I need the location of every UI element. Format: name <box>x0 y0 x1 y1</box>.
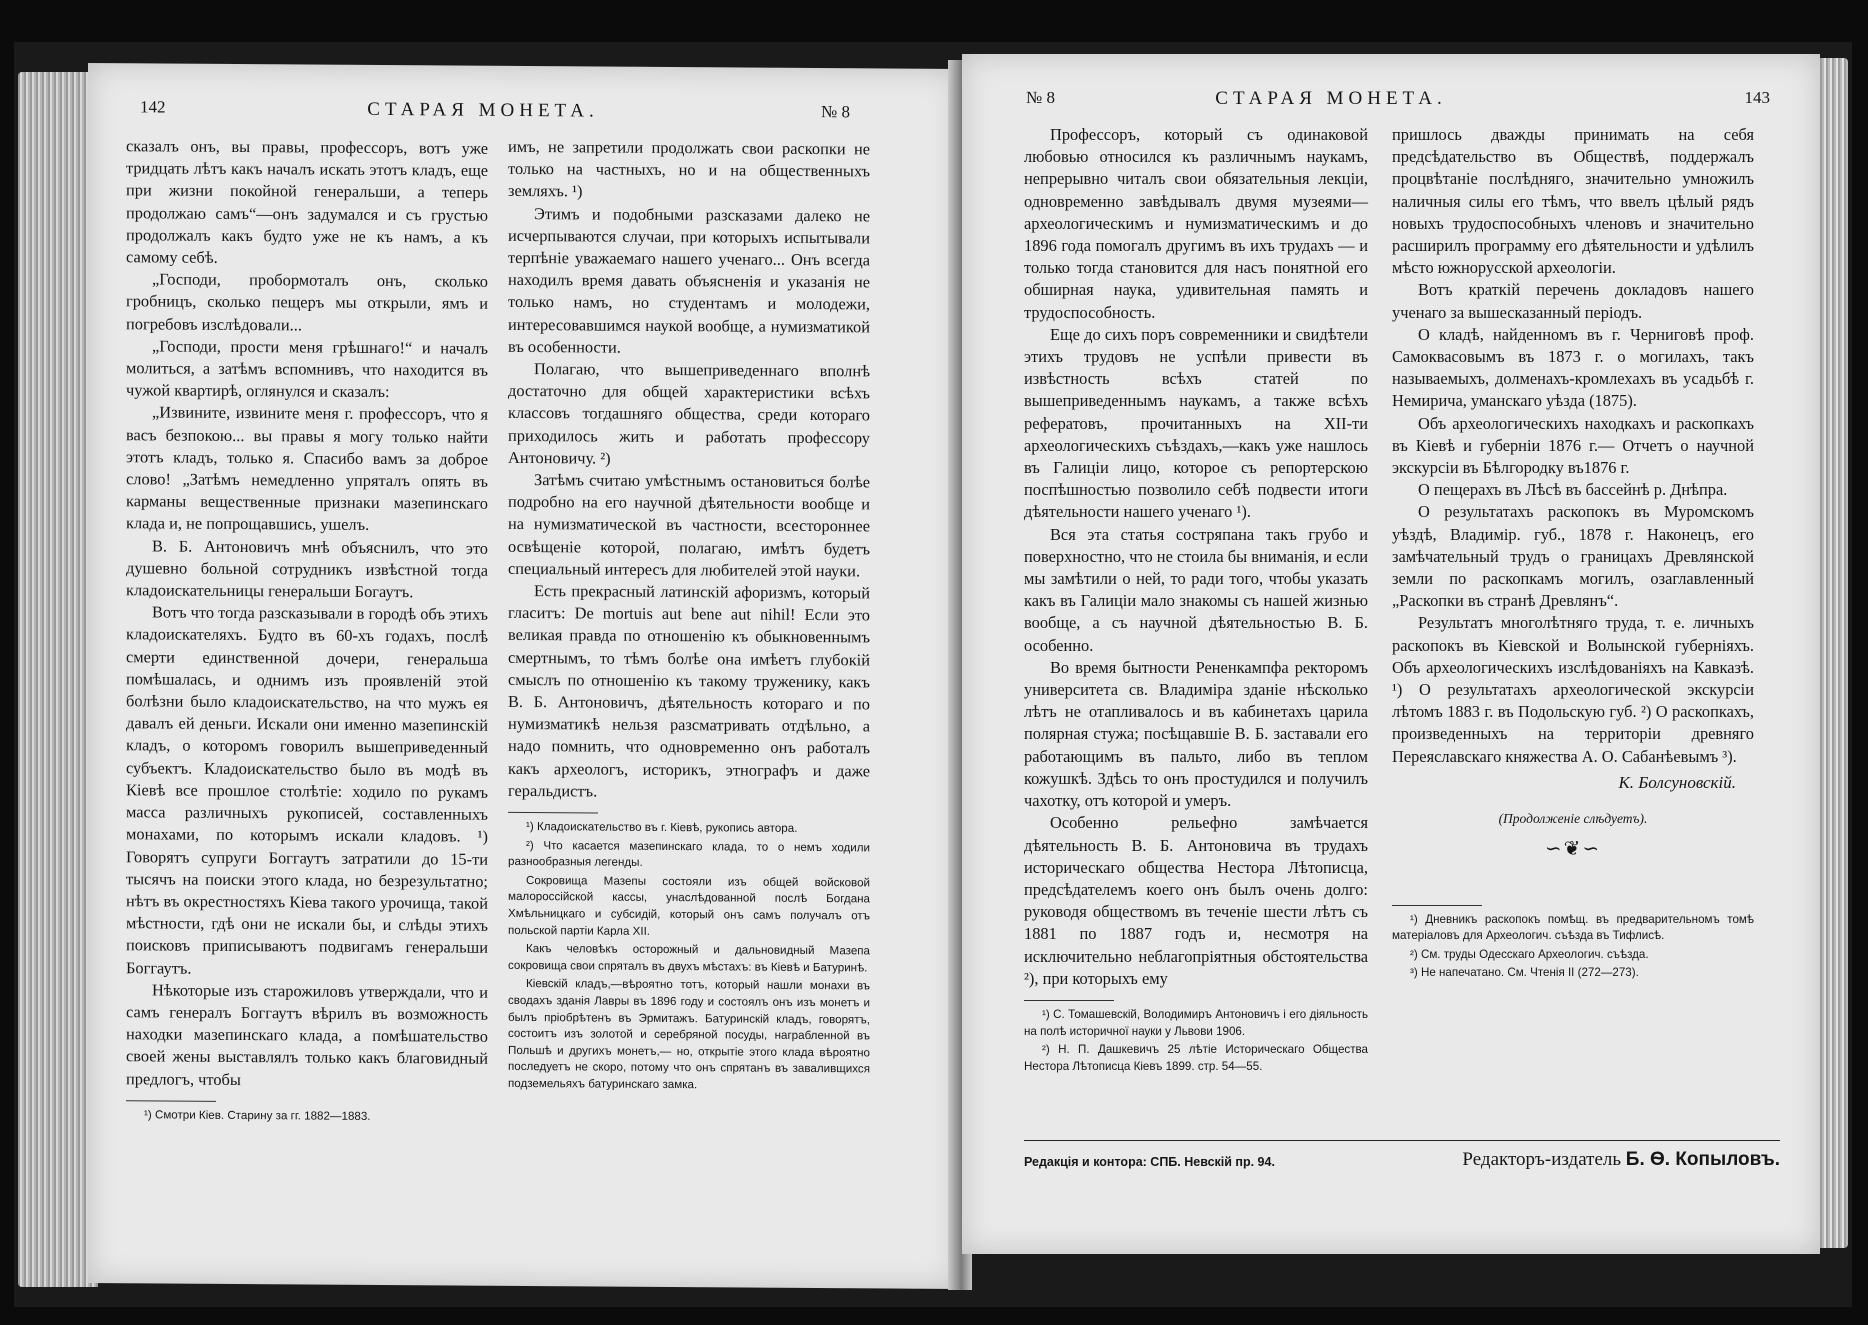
paragraph: Этимъ и подобными разсказами далеко не исчерпываются случаи, при которыхъ испытывали терпѣніе уважаемаго нашего ученаго... Онъ всегда находилъ время давать объясненія и указанія не только намъ, но студентамъ и молодежи, интересовавшимся наукой вообще, а нумизматикой въ особенности. <box>508 203 870 357</box>
paragraph: сказалъ онъ, вы правы, профессоръ, вотъ уже тридцать лѣтъ какъ началъ искать этотъ кладъ, еще при жизни покойной генеральши, а теперь продолжаю самъ“—онъ задумался и съ грустью продолжалъ какъ будто уже не къ намъ, а къ самому себѣ. <box>126 136 488 267</box>
paragraph: Еще до сихъ поръ современники и свидѣтели этихъ трудовъ не успѣли привести въ извѣстность всѣхъ статей по вышеприведеннымъ наукамъ, а также всѣхъ рефератовъ, прочитанныхъ на XII-ти археологическихъ съѣздахъ,—какъ уже нашлось въ Галиціи лицо, которое съ репортерскою поспѣшностью позволило себѣ подвести итоги дѣятельности нашего ученаго ¹). <box>1024 324 1368 522</box>
page-edges-right <box>1816 58 1848 1248</box>
publisher-prefix: Редакторъ-издатель <box>1462 1149 1626 1170</box>
right-page-column-1 <box>1024 124 1368 1077</box>
footnotes <box>1392 912 1754 982</box>
page-number: 142 <box>140 97 166 117</box>
footnote: Кіевскій кладъ,—вѣроятно тотъ, который нашли монахи въ сводахъ зданія Лавры въ 1896 году и состоялъ онъ изъ монетъ и былъ пріобрѣтенъ въ Эрмитажъ. Батуринскій кладъ, говорятъ, состоитъ изъ золотой и серебряной посуды, награбленной въ Польшѣ и другихъ монетъ,— но, открытіе этого клада вѣроятно последуетъ не скоро, потому что онъ спрятанъ въ заваливщихся подземельяхъ батуринскаго замка. <box>508 977 870 1092</box>
left-page-header <box>88 97 958 133</box>
footnote-rule <box>1024 1000 1114 1001</box>
footnote: ¹) Смотри Кіев. Старину за гг. 1882—1883. <box>144 1108 371 1123</box>
paragraph: О результатахъ раскопокъ въ Муромскомъ уѣздѣ, Владимір. губ., 1878 г. Наконецъ, его замѣчательный трудъ о границахъ Древлянской земли по раскопкамъ могилъ, озаглавленный „Раскопки въ странѣ Древлянъ“. <box>1392 502 1754 611</box>
page-number: 143 <box>1744 88 1770 107</box>
paragraph: Затѣмъ считаю умѣстнымъ остановиться болѣе подробно на его научной дѣятельности вообще и на нумизматической въ частности, всестороннее освѣщеніе которой, полагаю, имѣтъ будетъ специальный интересъ для любителей этой науки. <box>508 470 870 581</box>
paragraph: „Извините, извините меня г. профессоръ, что я васъ безпокою... вы правы я могу только найти этотъ кладъ, только я. Спасибо вамъ за доброе слово! „Затѣмъ немедленно упряталъ опять въ карманы вещественные признаки мазепинскаго клада и, не попрощавшись, ушелъ. <box>126 402 488 535</box>
paragraph: Вотъ что тогда разсказывали в городѣ объ этихъ кладоискателяхъ. Будто въ 60-хъ годахъ, послѣ смерти единственной дочери, генеральша помѣшалась, и однимъ изъ проявленій этой болѣзни было кладоискательство, на что мужъ ея давалъ ей деньги. Искали они именно мазепинскій кладъ, о которомъ говорилъ вышеприведенный субъектъ. Кладоискательство было въ модѣ въ Кіевѣ все прошлое столѣтіе: ходило по рукамъ масса различныхъ рукописей, составленныхъ монахами, по которымъ искали кладовъ. ¹) Говорятъ супруги Боггаутъ затратили до 15-ти тысячъ на поиски этого клада, но безрезультатно; нѣтъ въ окрестностяхъ Кіева такого урочища, такой мѣстности, гдѣ они не искали бы, и слѣды этихъ поисковъ приписываютъ подвигамъ генеральши Боггаутъ. <box>126 602 488 978</box>
footnote: ³) Не напечатано. См. Чтенія II (272—273). <box>1410 966 1639 980</box>
paragraph: Объ археологическихъ находкахъ и раскопкахъ въ Кіевѣ и губерніи 1876 г.— Отчетъ о научной экскурсіи въ Бѣлгородку въ1876 г. <box>1392 413 1754 478</box>
paragraph: Вся эта статья состряпана такъ грубо и поверхностно, что не стоила бы вниманія, и если мы замѣтили о ней, то ради того, чтобы указать какъ въ Галиціи мало знакомы съ нашей жизнью вообще, а съ научной дѣятельностью В. Б. особенно. <box>1024 524 1368 655</box>
footnote: ¹) Дневникъ раскопокъ помѣщ. въ предварительномъ томѣ матеріаловъ для Археологич. съѣзда въ Тифлисѣ. <box>1392 912 1754 943</box>
running-title: СТАРАЯ МОНЕТА. <box>1215 88 1447 109</box>
to-be-continued: (Продолженіе слѣдуетъ). <box>1498 811 1648 827</box>
left-page <box>88 63 958 1289</box>
footnote: Сокровища Мазепы состояли изъ общей войсковой малороссійской кассы, унаслѣдованной послѣ Богдана Хмѣльницкаго и субсидій, который онъ самъ получалъ отъ польской партіи Карла XII. <box>508 873 870 938</box>
footnote: ²) Н. П. Дашкевичъ 25 лѣтіе Историческаго Общества Нестора Лѣтописца Кіевъ 1899. стр. 54—55. <box>1024 1043 1368 1073</box>
left-page-column-2 <box>508 136 870 1097</box>
paragraph: Вотъ краткій перечень докладовъ нашего ученаго за вышесказанный періодъ. <box>1392 280 1754 322</box>
paragraph: В. Б. Антоновичъ мнѣ объяснилъ, что это душевно больной сотрудникъ извѣстной тогда кладоискательницы генеральши Богаутъ. <box>126 536 488 602</box>
footnotes <box>126 1107 488 1126</box>
paragraph: Во время бытности Рененкампфа ректоромъ университета св. Владиміра зданіе нѣсколько лѣтъ не отапливалось и въ кабинетахъ царила полярная стужа; посѣщавшіе В. Б. заставали его работающимъ въ пальто, либо въ теплом кожушкѣ. Здѣсь то онъ простудился и получилъ чахотку, отъ которой и умеръ. <box>1024 657 1368 811</box>
paragraph: Результатъ многолѣтняго труда, т. е. личныхъ раскопокъ въ Кіевской и Волынской губерніяхъ. Объ археологическихъ изслѣдованіяхъ на Кавказѣ. ¹) О результатахъ археологической экскурсіи лѣтомъ 1883 г. въ Подольскую губ. ²) О раскопкахъ, произведенныхъ на территоріи древняго Переяславскаго княжества А. О. Сабанѣевымъ ³). <box>1392 613 1754 766</box>
paragraph: О кладѣ, найденномъ въ г. Черниговѣ проф. Самоквасовымъ въ 1873 г. о могилахъ, такъ называемыхъ, долменахъ-кромлехахъ въ усадьбѣ г. Немирича, уманскаго уѣзда (1875). <box>1392 324 1754 411</box>
paragraph: имъ, не запретили продолжать свои раскопки не только на частныхъ, но и на общественныхъ земляхъ. ¹) <box>508 136 870 201</box>
right-page-column-2 <box>1392 124 1754 984</box>
right-page <box>962 54 1820 1254</box>
issue-number: № 8 <box>1026 88 1055 107</box>
paragraph: Профессоръ, который съ одинаковой любовью относился къ различнымъ наукамъ, непрерывно читалъ свои обязательныя лекціи, одновременно завѣдывалъ двумя музеями—археологическимъ и нумизматическимъ и до 1896 года помогалъ другимъ въ ихъ трудахъ — и только тогда становится для насъ понятной его обширная наука, удивительная память и трудоспособность. <box>1024 125 1368 322</box>
footnotes <box>508 819 870 1095</box>
footnote: Какъ человѣкъ осторожный и дальновидный Мазепа сокровища свои спряталъ въ двухъ мѣстахъ: въ Кіевѣ и Батуринѣ. <box>508 942 870 975</box>
paragraph: „Господи, прости меня грѣшнаго!“ и началъ молиться, а затѣмъ вспомнивъ, что находится въ чужой квартирѣ, оглянулся и сказалъ: <box>126 336 488 402</box>
paragraph: Полагаю, что вышеприведеннаго вполнѣ достаточно для общей характеристики всѣхъ классовъ тогдашняго общества, среди котораго приходилось жить и работать профессору Антоновичу. ²) <box>508 359 870 468</box>
publisher <box>1462 1149 1780 1171</box>
footnote: ²) Что касается мазепинскаго клада, то о немъ ходили разнообразныя легенды. <box>508 838 870 870</box>
footnote-rule <box>1392 905 1482 906</box>
footnote: ¹) С. Томашевскій, Володимиръ Антоновичъ і его діяльность на полѣ историчної науки у Львови 1906. <box>1024 1007 1368 1038</box>
paragraph: Есть прекрасный латинскій афоризмъ, который гласитъ: De mortuis aut bene aut nihil! Если это великая правда по отношенію къ обыкновеннымъ смертнымъ, то тѣмъ болѣе она имѣетъ глубокій смыслъ по отношенію къ такому труженику, какъ В. Б. Антоновичъ, дѣятельность котораго и по нумизматикѣ нельзя разсматривать отдѣльно, а надо помнить, что одновременно онъ работалъ какъ археологъ, историкъ, этнографъ и даже геральдистъ. <box>508 581 870 801</box>
page-edges-left <box>18 72 98 1287</box>
paragraph: „Господи, пробормоталъ онъ, сколько гробницъ, сколько пещеръ мы открыли, ямъ и погребовъ изслѣдовали... <box>126 269 488 335</box>
paragraph: Нѣкоторые изъ старожиловъ утверждали, что и самъ генералъ Боггаутъ вѣрилъ въ возможность находки мазепинскаго клада, а помѣшательство своей жены выставлялъ только какъ благовидный предлогъ, чтобы <box>126 980 488 1089</box>
ornament-icon: ∽❦∽ <box>1544 838 1602 861</box>
footnote-rule <box>126 1100 216 1102</box>
paragraph: пришлось дважды принимать на себя предсѣдательство въ Обществѣ, поддержалъ процвѣтаніе послѣдняго, значительно умножилъ наличныя силы его тѣмъ, что ввелъ цѣлый рядъ новыхъ трудоспособныхъ членовъ и значительно расширилъ программу его дѣятельности и удѣлилъ мѣсто южнорусской археологіи. <box>1392 125 1754 278</box>
footnote: ²) См. труды Одесскаго Археологич. съѣзда. <box>1410 947 1649 961</box>
right-page-header <box>962 88 1820 118</box>
running-title: СТАРАЯ МОНЕТА. <box>367 98 599 122</box>
editorial-address: Редакція и контора: СПБ. Невскій пр. 94. <box>1024 1155 1275 1169</box>
footnote-rule <box>508 812 598 814</box>
author-signature: К. Болсуновскій. <box>1618 772 1736 792</box>
issue-number: № 8 <box>821 102 850 122</box>
imprint <box>1024 1140 1780 1181</box>
paragraph: О пещерахъ въ Лѣсѣ въ бассейнѣ р. Днѣпра. <box>1418 480 1728 500</box>
publisher-name: Б. Ѳ. Копыловъ. <box>1625 1149 1780 1170</box>
left-page-column-1 <box>126 135 488 1128</box>
footnote: ¹) Кладоискательство въ г. Кіевѣ, рукопись автора. <box>526 820 798 836</box>
footnotes <box>1024 1007 1368 1075</box>
paragraph: Особенно рельефно замѣчается дѣятельность В. Б. Антоновича въ трудахъ историческаго общества Нестора Лѣтописца, предсѣдателемъ коего онъ былъ очень долго: руководя обществомъ въ теченіе шести лѣтъ съ 1881 по 1887 годъ и, несмотря на исключительно неблагопріятныя обстоятельства ²), при которыхъ ему <box>1024 813 1368 988</box>
